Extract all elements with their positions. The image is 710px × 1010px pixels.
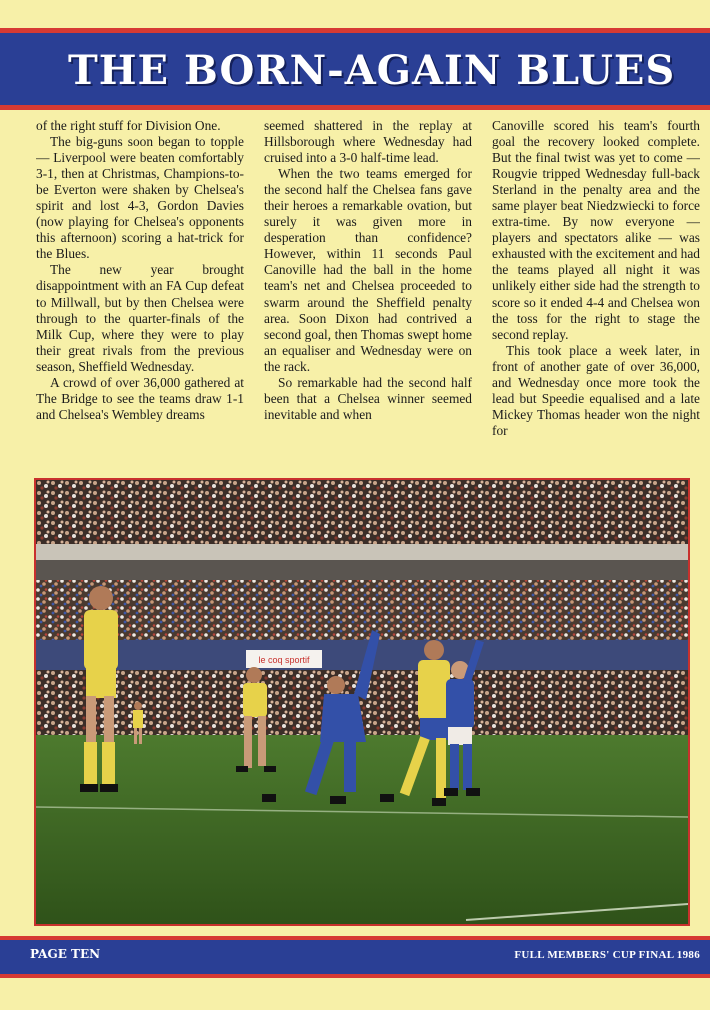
paragraph: The new year brought disappointment with an FA Cup defeat to Millwall, but by then Chelsea were through to the quarter-finals of the Milk Cup, where they were to play their great rivals from the previous season, Sheffield Wednesday.: [36, 262, 244, 374]
stand-front-wall: [36, 640, 688, 670]
match-photo-illustration: [36, 480, 688, 924]
sponsor-board-text: le coq sportif: [258, 655, 310, 665]
paragraph: This took place a week later, in front of another gate of over 36,000, and Wednesday once more took the lead but Speedie equalised and a late Mickey Thomas header won the night for: [492, 342, 700, 438]
paragraph: The big-guns soon began to topple — Liverpool were beaten comfortably 3-1, then at Christmas, Champions-to-be Everton were shaken by Chelsea's spirit and lost 4-3, Gordon Davies (now playing for Chelsea's opponents this afternoon) scoring a hat-trick for the Blues.: [36, 134, 244, 262]
article-column-2: [264, 118, 472, 470]
page-title: THE BORN-AGAIN BLUES: [68, 47, 676, 94]
paragraph: Canoville scored his team's fourth goal the recovery looked complete. But the final twist was yet to come — Rougvie tripped Wednesday full-back Sterland in the penalty area and the same player beat Niedzwiecki to force extra-time. By now everyone — players and spectators alike — was exhausted with the excitement and had the teams played all night it was unlikely either side had the strength to score so it ended 4-4 and Chelsea won the toss for the right to stage the second replay.: [492, 118, 700, 342]
upper-stand-fascia: [36, 544, 688, 560]
paragraph: When the two teams emerged for the second half the Chelsea fans gave their heroes a remarkable ovation, but surely it was given more in desperation than confidence? However, within 11 seconds Paul Canoville had the ball in the home team's net and Chelsea proceeded to swarm around the Sheffield penalty area. Soon Dixon had contrived a second goal, then Thomas swept home an equaliser and Wednesday were on the rack.: [264, 166, 472, 374]
middle-crowd: [36, 580, 688, 642]
page-number: PAGE TEN: [30, 947, 101, 961]
upper-crowd: [36, 480, 688, 550]
paragraph: So remarkable had the second half been that a Chelsea winner seemed inevitable and when: [264, 374, 472, 422]
stand-roof-shadow: [36, 560, 688, 580]
title-banner: [0, 28, 710, 110]
pitch: [36, 735, 688, 924]
paragraph: of the right stuff for Division One.: [36, 118, 221, 133]
article-column-1: [36, 118, 244, 470]
paragraph: seemed shattered in the replay at Hillsborough where Wednesday had cruised into a 3-0 half-time lead.: [264, 118, 472, 166]
match-photo: [34, 478, 690, 926]
paragraph: A crowd of over 36,000 gathered at The Bridge to see the teams draw 1-1 and Chelsea's Wembley dreams: [36, 374, 244, 422]
footer-bar: [0, 936, 710, 978]
publication-title: FULL MEMBERS' CUP FINAL 1986: [514, 949, 700, 961]
article-column-3: [492, 118, 700, 470]
article-body: [36, 118, 700, 470]
